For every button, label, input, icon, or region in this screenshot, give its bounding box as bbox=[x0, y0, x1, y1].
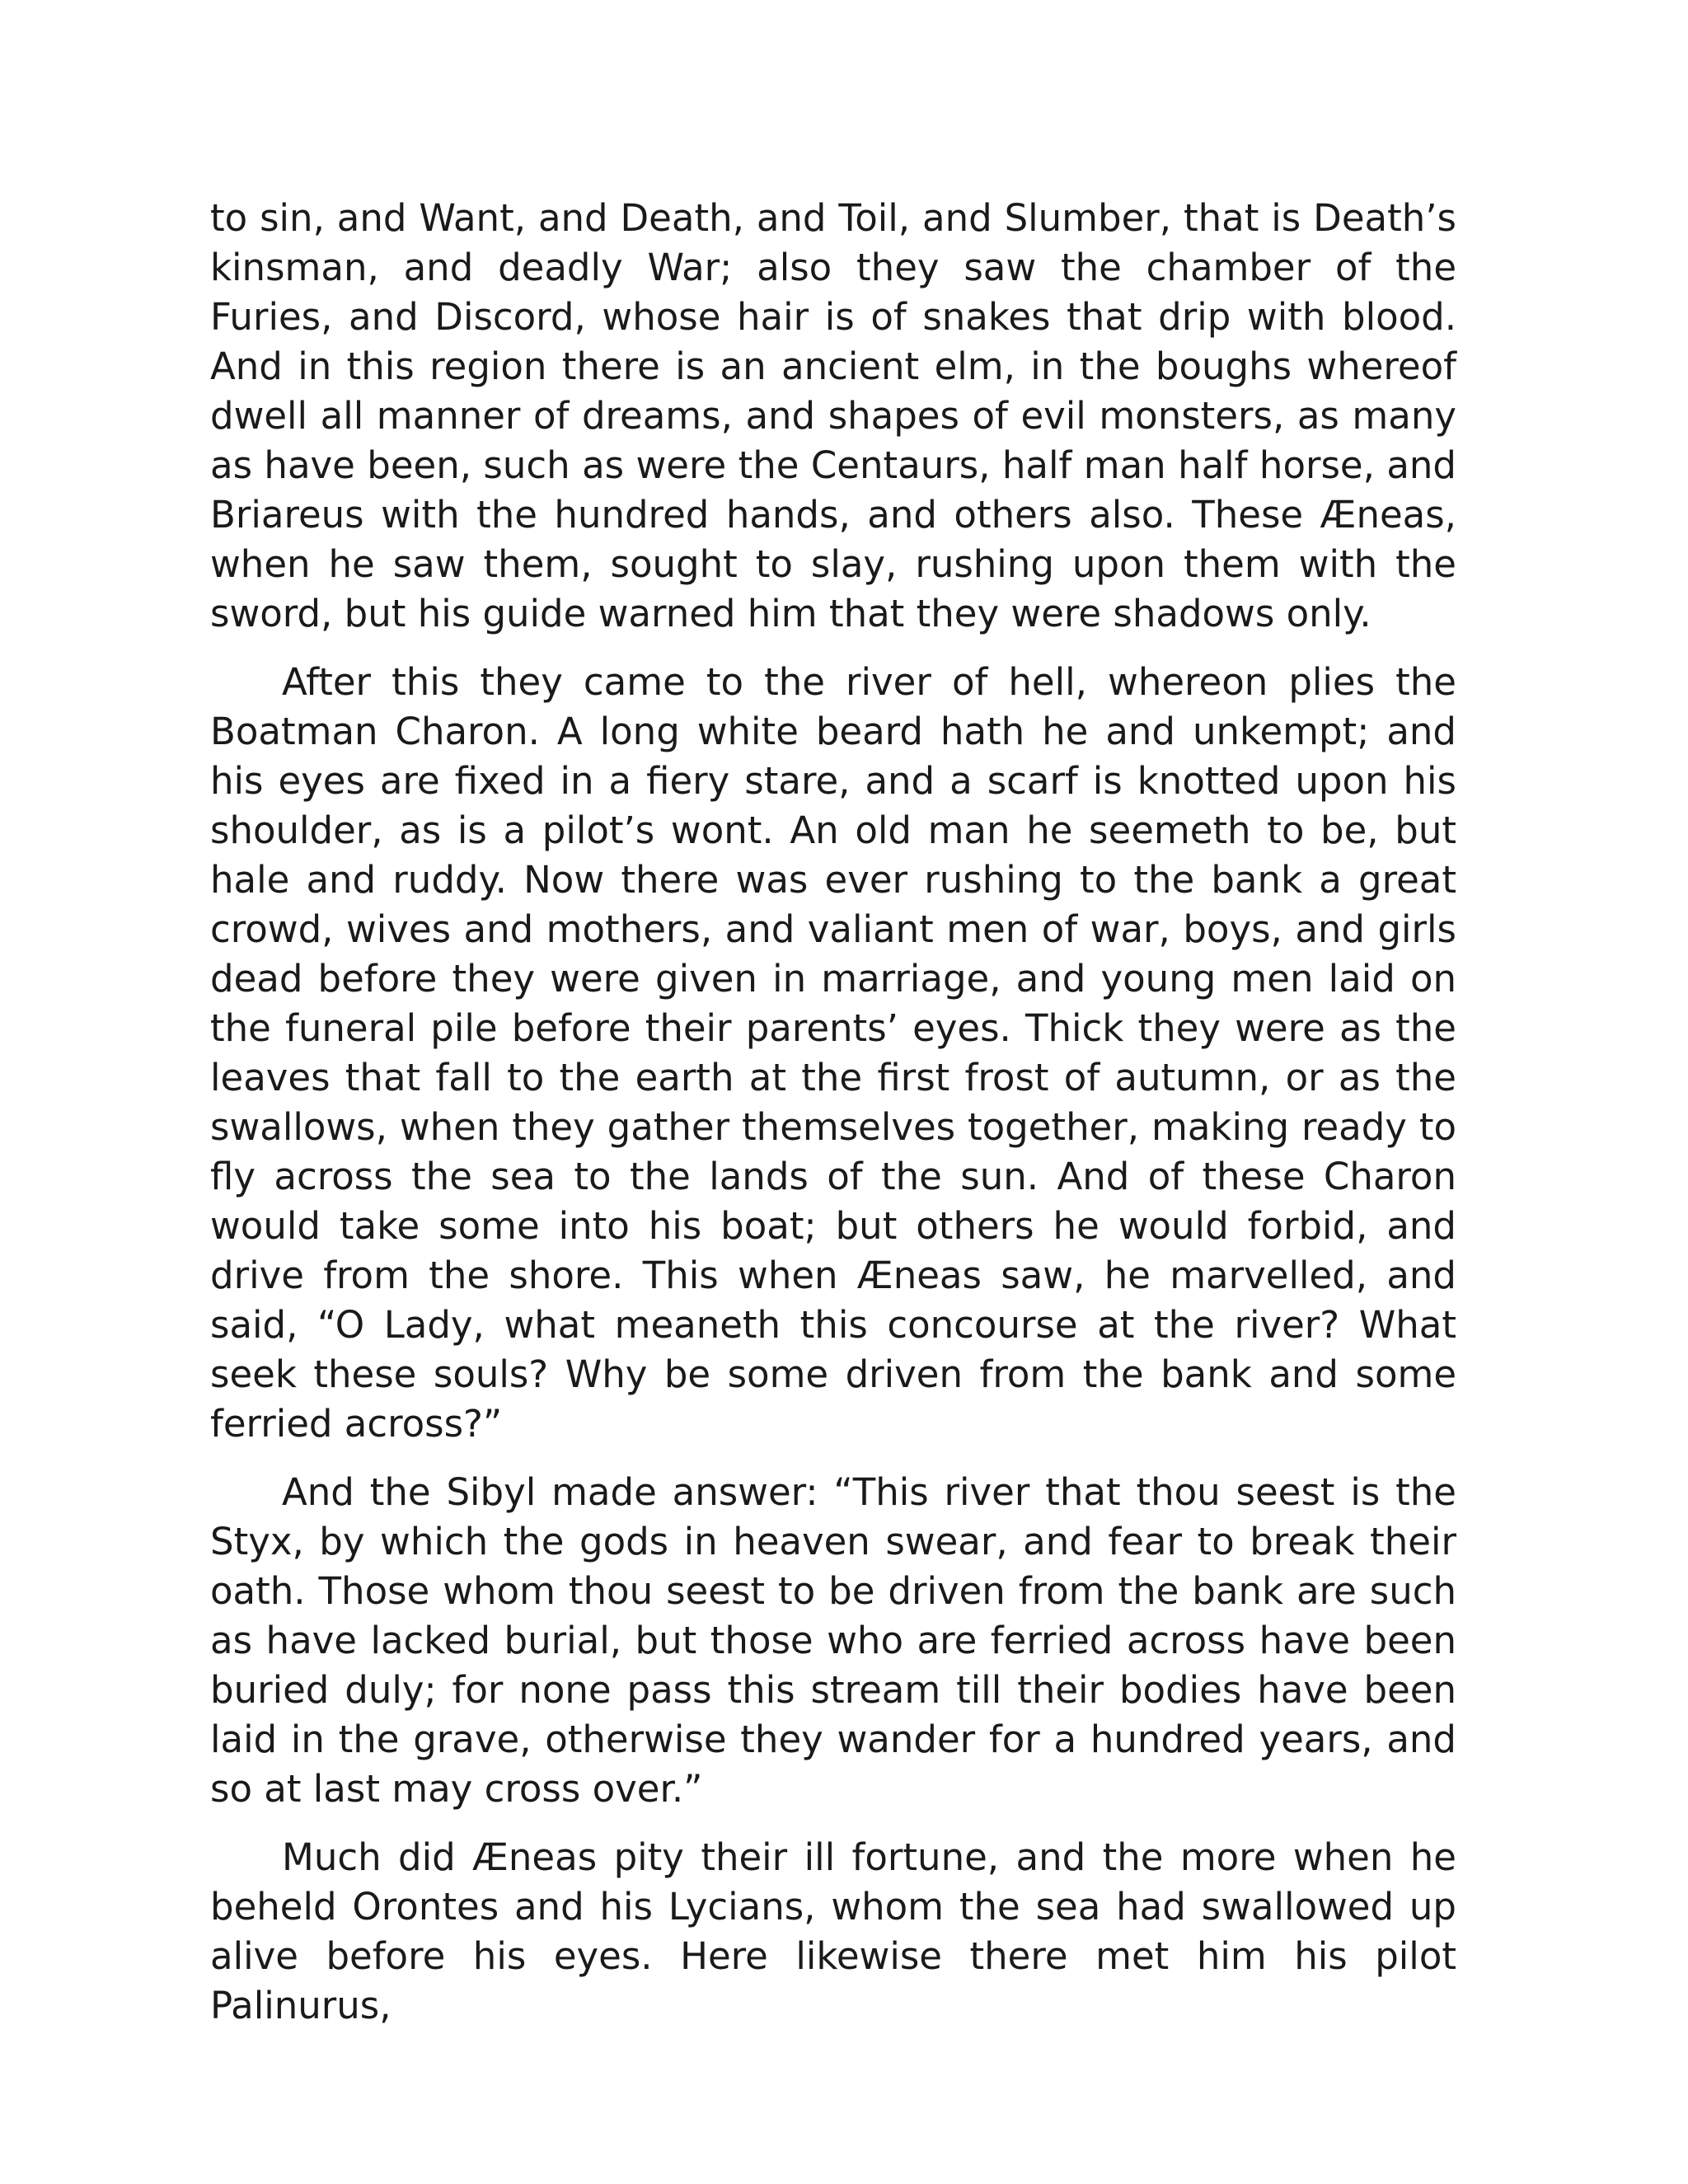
paragraph-3: And the Sibyl made answer: “This river that thou seest is the Styx, by which the gods in heaven swear, and fear to break their oath. Those whom thou seest to be driven from the bank are such as have lacked burial, but those who are ferried across have been buried duly; for none pass this stream till their bodies have been laid in the grave, otherwise they wander for a hundred years, and so at last may cross over.” bbox=[210, 1470, 1456, 1811]
paragraph-2: After this they came to the river of hell, whereon plies the Boatman Charon. A long white beard hath he and unkempt; and his eyes are fixed in a fiery stare, and a scarf is knotted upon his shoulder, as is a pilot’s wont. An old man he seemeth to be, but hale and ruddy. Now there was ever rushing to the bank a great crowd, wives and mothers, and valiant men of war, boys, and girls dead before they were given in marriage, and young men laid on the funeral pile before their parents’ eyes. Thick they were as the leaves that fall to the earth at the first frost of autumn, or as the swallows, when they gather themselves together, making ready to fly across the sea to the lands of the sun. And of these Charon would take some into his boat; but others he would forbid, and drive from the shore. This when Æneas saw, he marvelled, and said, “O Lady, what meaneth this concourse at the river? What seek these souls? Why be some driven from the bank and some ferried across?” bbox=[210, 660, 1456, 1446]
paragraph-1: to sin, and Want, and Death, and Toil, and Slumber, that is Death’s kinsman, and deadly War; also they saw the chamber of the Furies, and Discord, whose hair is of snakes that drip with blood. And in this region there is an ancient elm, in the boughs whereof dwell all manner of dreams, and shapes of evil monsters, as many as have been, such as were the Centaurs, half man half horse, and Briareus with the hundred hands, and others also. These Æneas, when he saw them, sought to slay, rushing upon them with the sword, but his guide warned him that they were shadows only. bbox=[210, 196, 1456, 635]
paragraph-4: Much did Æneas pity their ill fortune, and the more when he beheld Orontes and his Lycians, whom the sea had swallowed up alive before his eyes. Here likewise there met him his pilot Palinurus, bbox=[210, 1835, 1456, 2027]
page-text bbox=[210, 194, 1456, 2050]
